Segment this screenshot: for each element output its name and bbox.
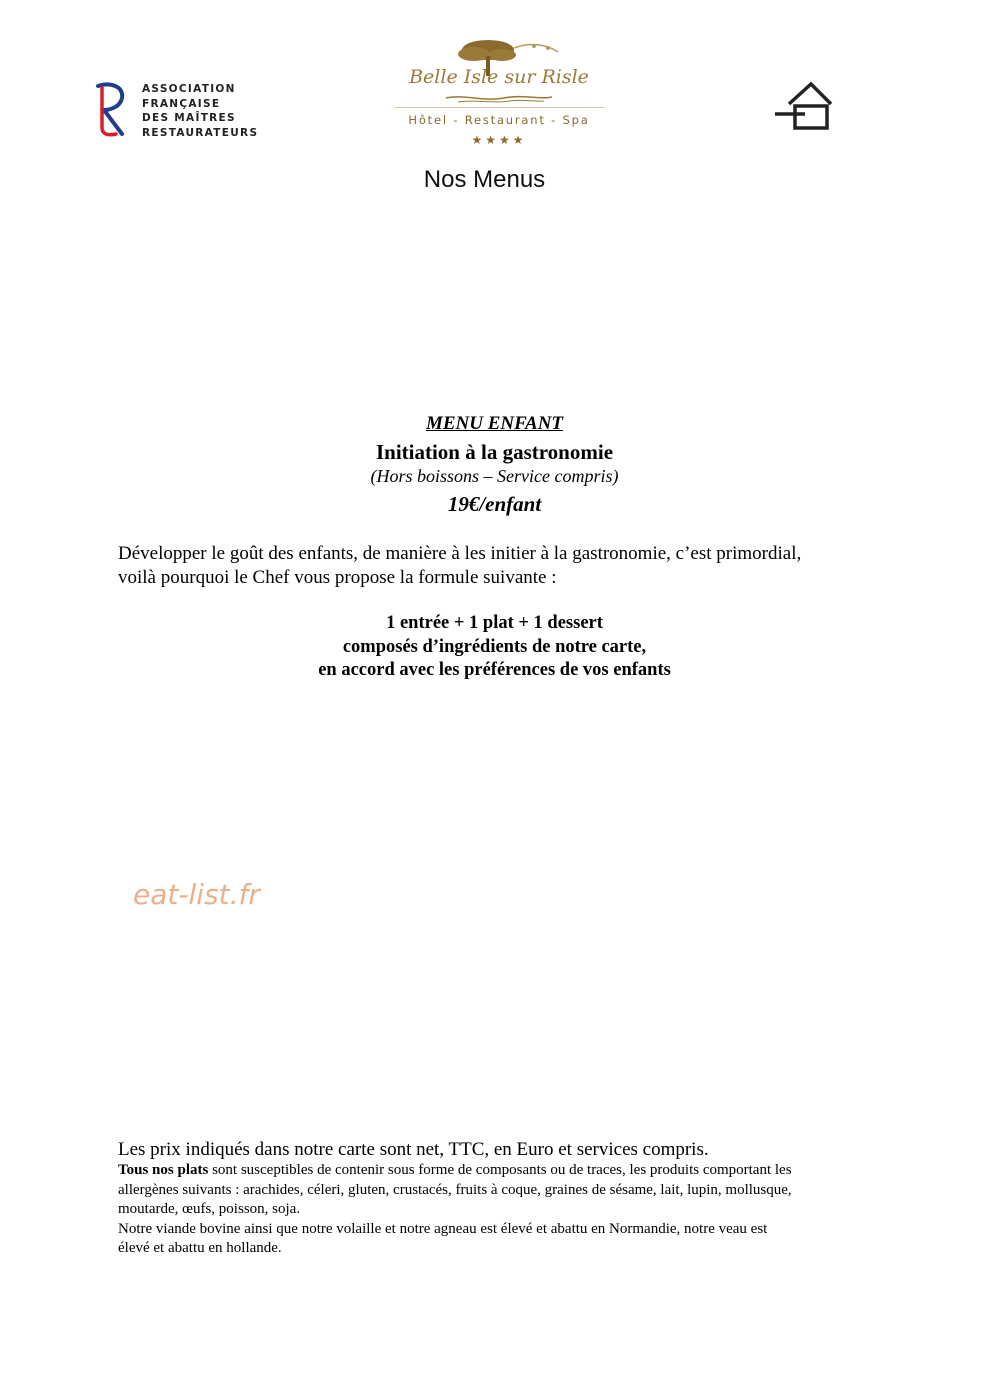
afmr-r-icon (92, 80, 132, 140)
afmr-line: DES MAÎTRES (142, 112, 236, 125)
afmr-line: RESTAURATEURS (142, 126, 259, 139)
menu-formula (0, 612, 989, 683)
menu-intro (118, 542, 878, 590)
menu-heading: MENU ENFANT (425, 413, 564, 434)
footer (118, 1139, 878, 1259)
allergens-line: allergènes suivants : arachides, céleri, gluten, crustacés, fruits à coque, graines de sésame, lait, lupin, mollusque, (118, 1181, 792, 1198)
menu-price: 19€/enfant (447, 492, 542, 516)
allergens-line: moutarde, œufs, poisson, soja. (118, 1201, 301, 1217)
menu-subtitle: Initiation à la gastronomie (375, 440, 614, 464)
allergens-rest: sont susceptibles de contenir sous forme de composants ou de traces, les produits comportant les (208, 1162, 792, 1178)
hotel-divider (394, 107, 604, 108)
house-icon (775, 80, 837, 132)
afmr-logo (92, 80, 282, 140)
hotel-logo (388, 38, 610, 156)
hotel-subtitle: Hôtel - Restaurant - Spa (408, 113, 590, 127)
afmr-line: FRANÇAISE (142, 97, 221, 110)
hotel-name: Belle Isle sur Risle (409, 66, 589, 88)
allergens-bold: Tous nos plats (118, 1162, 209, 1178)
watermark: eat-list.fr (133, 878, 260, 911)
hotel-stars: ★★★★ (471, 133, 527, 147)
menu-note: (Hors boissons – Service compris) (370, 466, 619, 486)
page-title: Nos Menus (423, 166, 546, 193)
footer-allergens (118, 1161, 878, 1220)
footer-origin (118, 1220, 878, 1259)
footer-prices: Les prix indiqués dans notre carte sont net, TTC, en Euro et services compris. (118, 1139, 709, 1160)
intro-line: Développer le goût des enfants, de manière à les initier à la gastronomie, c’est primordial, (118, 543, 802, 564)
origin-line: élevé et abattu en hollande. (118, 1240, 282, 1256)
water-icon (444, 94, 554, 104)
afmr-line: ASSOCIATION (142, 83, 236, 95)
intro-line: voilà pourquoi le Chef vous propose la formule suivante : (118, 567, 557, 588)
formula-line: en accord avec les préférences de vos enfants (318, 660, 671, 680)
formula-line: composés d’ingrédients de notre carte, (342, 636, 647, 657)
allergens-line (118, 1161, 878, 1181)
afmr-text (142, 82, 258, 140)
origin-line: Notre viande bovine ainsi que notre volaille et notre agneau est élevé et abattu en Normandie, notre veau est (118, 1220, 768, 1237)
formula-line: 1 entrée + 1 plat + 1 dessert (386, 613, 603, 633)
